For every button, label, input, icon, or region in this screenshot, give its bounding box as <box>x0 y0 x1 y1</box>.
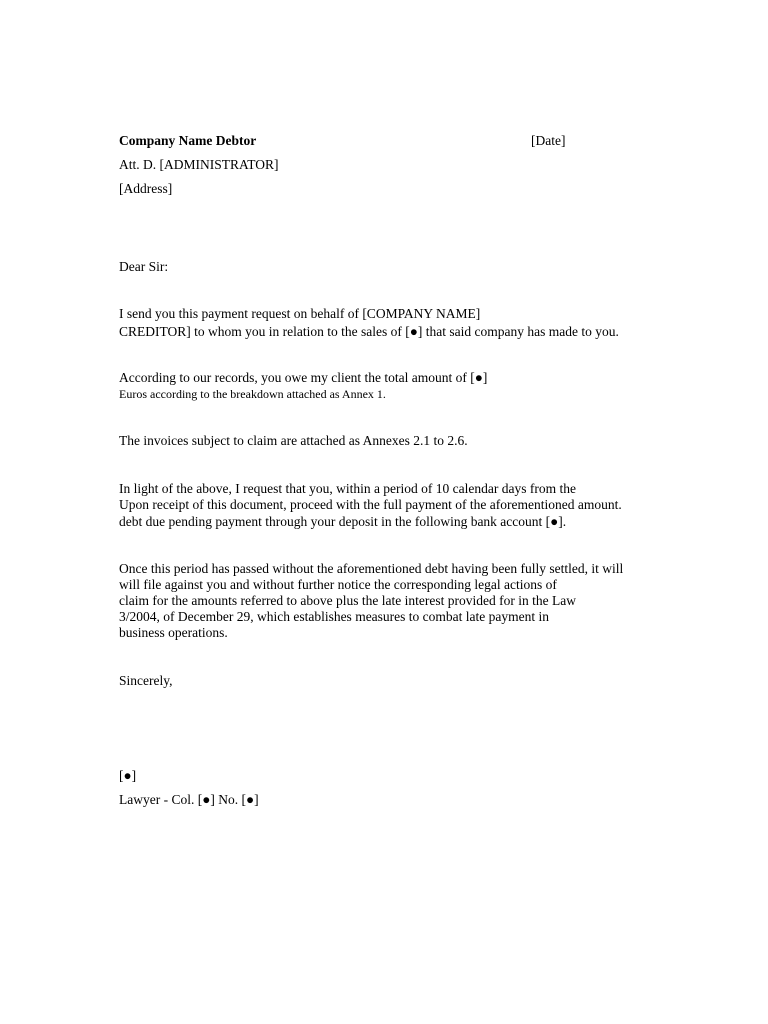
paragraph-1-line-1: I send you this payment request on behalf of [COMPANY NAME] <box>119 306 481 321</box>
paragraph-5-line-2: will file against you and without further notice the corresponding legal actions of <box>119 577 557 592</box>
salutation: Dear Sir: <box>119 259 169 274</box>
letter-date: [Date] <box>531 133 566 148</box>
paragraph-5-line-3: claim for the amounts referred to above plus the late interest provided for in the Law <box>119 593 576 608</box>
paragraph-4-line-1: In light of the above, I request that you, within a period of 10 calendar days from the <box>119 481 576 496</box>
paragraph-5-line-1: Once this period has passed without the aforementioned debt having been fully settled, it will <box>119 561 624 576</box>
attention-line: Att. D. [ADMINISTRATOR] <box>119 157 279 172</box>
paragraph-5-line-5: business operations. <box>119 625 228 640</box>
paragraph-2-line-1: According to our records, you owe my client the total amount of [●] <box>119 370 488 385</box>
signature-title: Lawyer - Col. [●] No. [●] <box>119 792 259 807</box>
closing: Sincerely, <box>119 673 173 688</box>
paragraph-5-line-4: 3/2004, of December 29, which establishes measures to combat late payment in <box>119 609 550 624</box>
paragraph-1-line-2: CREDITOR] to whom you in relation to the sales of [●] that said company has made to you. <box>119 324 619 339</box>
address-line: [Address] <box>119 181 173 196</box>
debtor-company-name: Company Name Debtor <box>119 133 257 148</box>
signature-name: [●] <box>119 768 137 783</box>
paragraph-4-line-2: Upon receipt of this document, proceed with the full payment of the aforementioned amount. <box>119 497 622 512</box>
paragraph-2-line-2: Euros according to the breakdown attached as Annex 1. <box>119 387 386 401</box>
paragraph-3-line-1: The invoices subject to claim are attached as Annexes 2.1 to 2.6. <box>119 433 468 448</box>
paragraph-4-line-3: debt due pending payment through your deposit in the following bank account [●]. <box>119 514 567 529</box>
